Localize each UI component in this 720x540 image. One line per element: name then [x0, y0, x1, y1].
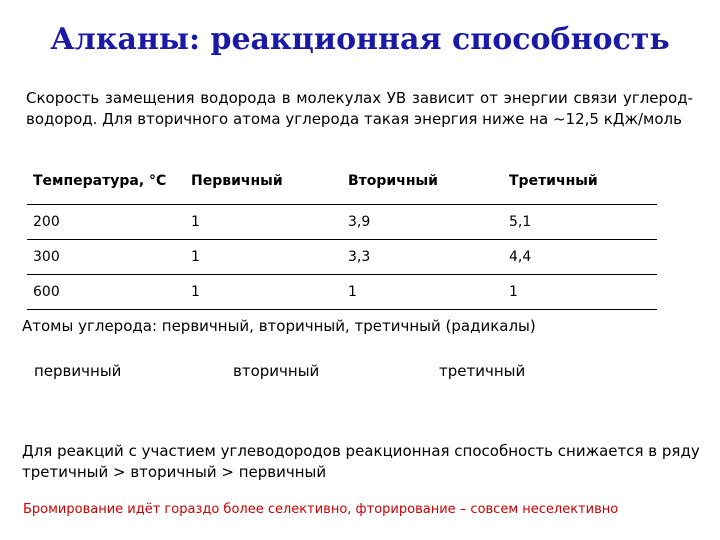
table-cell: 1: [185, 275, 342, 310]
header-tertiary: Третичный: [503, 158, 657, 205]
slide-title: Алканы: реакционная способность: [50, 22, 670, 57]
table-cell: 1: [503, 275, 657, 310]
atoms-label: Атомы углерода: первичный, вторичный, третичный (радикалы): [22, 317, 536, 335]
table-row: [27, 205, 657, 240]
table-cell: 300: [27, 240, 185, 275]
table-cell: 1: [342, 275, 503, 310]
intro-paragraph: Скорость замещения водорода в молекулах УВ зависит от энергии связи углерод-водород. Для вторичного атома углерода такая энергия ниже на ~12,5 кДж/моль: [26, 89, 693, 128]
table-cell: 200: [27, 205, 185, 240]
halogenation-note: Бромирование идёт гораздо более селективно, фторирование – совсем неселективно: [23, 502, 619, 517]
selectivity-table: [27, 158, 657, 310]
reactivity-trend-text: Для реакций с участием углеводородов реакционная способность снижается в ряду третичный > вторичный > первичный: [22, 442, 700, 481]
header-temperature: Температура, °С: [27, 158, 185, 205]
header-secondary: Вторичный: [342, 158, 503, 205]
table-row: [27, 275, 657, 310]
radical-secondary-label: вторичный: [233, 362, 320, 380]
radical-tertiary-label: третичный: [439, 362, 526, 380]
table-cell: 1: [185, 205, 342, 240]
table-cell: 4,4: [503, 240, 657, 275]
table-row: [27, 240, 657, 275]
table-cell: 5,1: [503, 205, 657, 240]
radical-primary-label: первичный: [34, 362, 122, 380]
table-cell: 600: [27, 275, 185, 310]
table-cell: 3,3: [342, 240, 503, 275]
table-cell: 3,9: [342, 205, 503, 240]
table-header-row: [27, 158, 657, 205]
header-primary: Первичный: [185, 158, 342, 205]
table-cell: 1: [185, 240, 342, 275]
